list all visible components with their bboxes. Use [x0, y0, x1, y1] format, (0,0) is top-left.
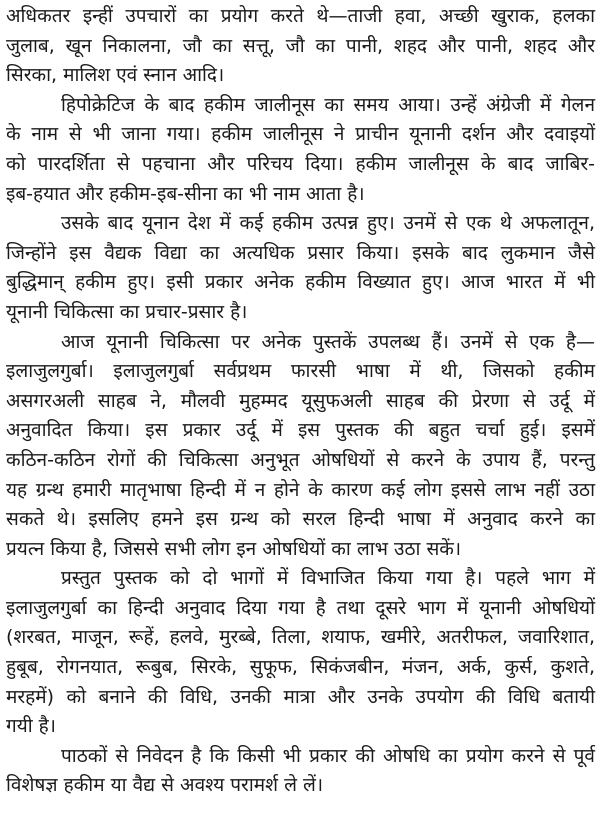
paragraph [6, 209, 595, 327]
text-line: असगरअली साहब ने, मौलवी मुहम्मद यूसुफअली साहब की प्रेरणा से उर्दू में [6, 389, 595, 412]
text-line: यूनानी चिकित्सा का प्रचार-प्रसार है। [6, 300, 248, 323]
text-line: जुलाब, खून निकालना, जौ का सत्तू, जौ का पानी, शहद और पानी, शहद और [6, 34, 595, 57]
text-line: प्रयत्न किया है, जिससे सभी लोग इन ओषधियों का लाभ उठा सकें। [6, 537, 462, 560]
text-line: इलाजुलगुर्बा का हिन्दी अनुवाद दिया गया है तथा दूसरे भाग में यूनानी ओषधियों [6, 596, 595, 619]
text-line: गयी है। [6, 715, 56, 738]
text-line: इब-हयात और हकीम-इब-सीना का भी नाम आता है। [6, 182, 365, 205]
text-line: हुबूब, रोगनयात, रूबुब, सिरके, सुफूफ, सिकंजबीन, मंजन, अर्क, कुर्स, कुशते, [6, 656, 595, 679]
text-line: उसके बाद यूनान देश में कई हकीम उत्पन्न हुए। उनमें से एक थे अफलातून, [61, 212, 595, 235]
text-line: अनुवादित किया। इस प्रकार उर्दू में इस पुस्तक की बहुत चर्चा हुई। इसमें [6, 419, 595, 442]
paragraph [6, 564, 595, 742]
text-line: हिपोक्रेटिज के बाद हकीम जालीनूस का समय आया। उन्हें अंग्रेजी में गेलन [61, 93, 595, 116]
text-line: अधिकतर इन्हीं उपचारों का प्रयोग करते थे—ताजी हवा, अच्छी खुराक, हलका [6, 5, 595, 27]
text-line: कठिन-कठिन रोगों की चिकित्सा अनुभूत ओषधियों से करने के उपाय हैं, परन्तु [6, 448, 595, 471]
text-line: प्रस्तुत पुस्तक को दो भागों में विभाजित किया गया है। पहले भाग में [61, 567, 595, 590]
paragraph [6, 91, 595, 209]
text-line: (शरबत, माजून, रूहें, हलवे, मुरब्बे, तिला, शयाफ, खमीरे, अतरीफल, जवारिशात, [6, 626, 595, 649]
text-line: पाठकों से निवेदन है कि किसी भी प्रकार की ओषधि का प्रयोग करने से पूर्व [61, 744, 595, 767]
text-line: यह ग्रन्थ हमारी मातृभाषा हिन्दी में न होने के कारण कई लोग इससे लाभ नहीं उठा [6, 478, 595, 501]
paragraph [6, 742, 595, 801]
text-line: बुद्धिमान् हकीम हुए। इसी प्रकार अनेक हकीम विख्यात हुए। आज भारत में भी [6, 271, 595, 294]
text-line: सकते थे। इसलिए हमने इस ग्रन्थ को सरल हिन्दी भाषा में अनुवाद करने का [6, 508, 595, 531]
text-line: मरहमें) को बनाने की विधि, उनकी मात्रा और उनके उपयोग की विधि बतायी [6, 685, 595, 708]
paragraph [6, 2, 595, 91]
text-line: सिरका, मालिश एवं स्नान आदि। [6, 64, 225, 87]
text-line: विशेषज्ञ हकीम या वैद्य से अवश्य परामर्श ले लें। [6, 774, 324, 797]
paragraph [6, 328, 595, 565]
text-line: के नाम से भी जाना गया। हकीम जालीनूस ने प्राचीन यूनानी दर्शन और दवाइयों [6, 123, 595, 146]
text-line: जिन्होंने इस वैद्यक विद्या का अत्यधिक प्रसार किया। इसके बाद लुकमान जैसे [6, 241, 595, 264]
text-line: आज यूनानी चिकित्सा पर अनेक पुस्तकें उपलब्ध हैं। उनमें से एक है— [61, 330, 595, 353]
text-line: इलाजुलगुर्बा। इलाजुलगुर्बा सर्वप्रथम फारसी भाषा में थी, जिसको हकीम [6, 360, 595, 383]
text-line: को पारदर्शिता से पहचाना और परिचय दिया। हकीम जालीनूस के बाद जाबिर- [6, 152, 595, 175]
